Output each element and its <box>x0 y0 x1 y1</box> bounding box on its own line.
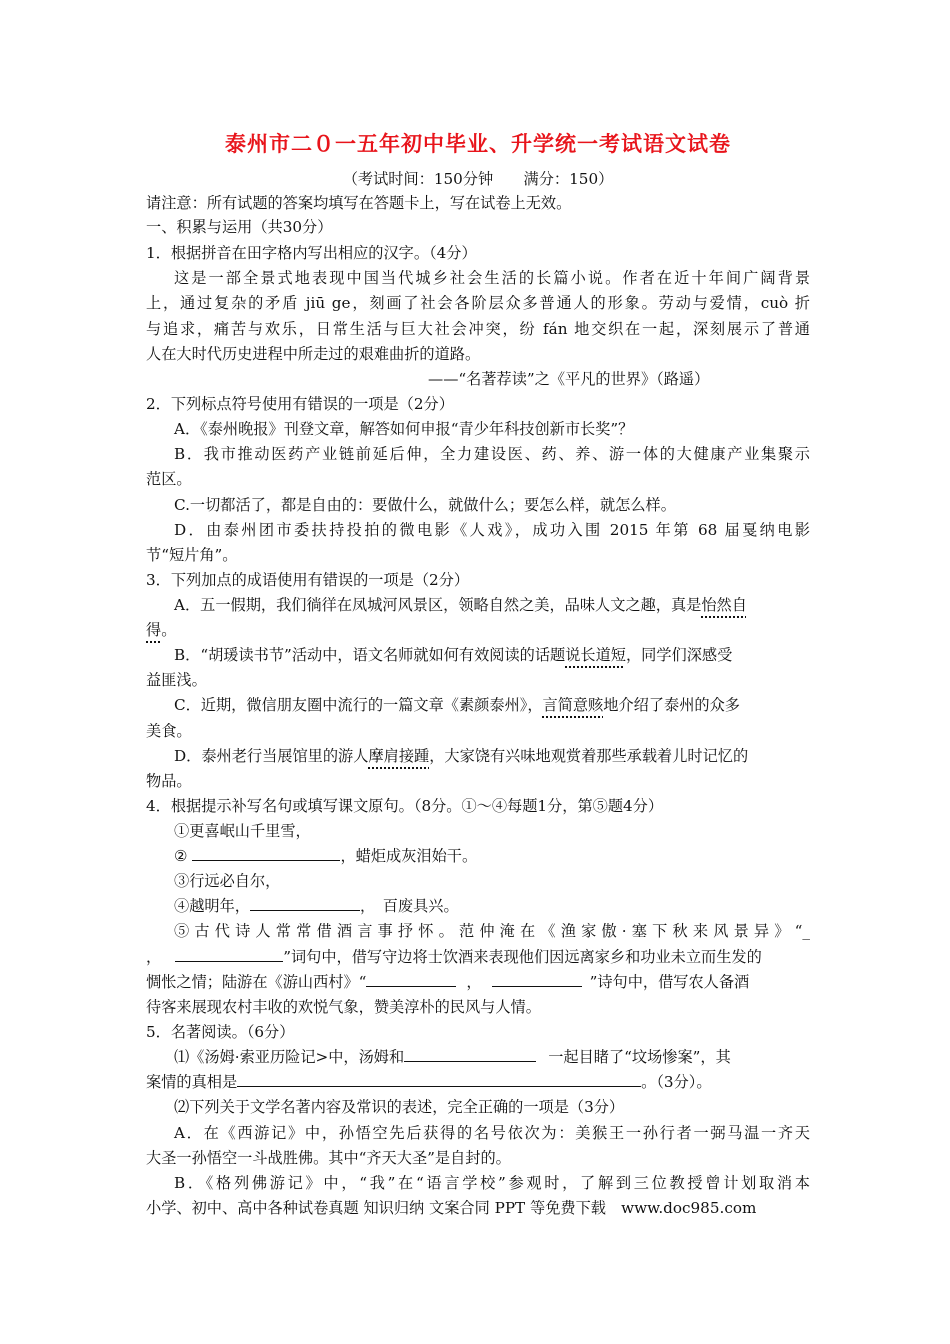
notice: 请注意：所有试题的答案均填写在答题卡上，写在试卷上无效。 <box>146 194 572 212</box>
answer-blank[interactable] <box>492 971 582 987</box>
q3-b-text: B．“胡瑗读书节”活动中，语文名师就如何有效阅读的话题 <box>174 646 566 664</box>
q3-option-a <box>174 594 747 616</box>
q4-text: ”词句中，借写守边将士饮酒来表现他们因远离家乡和功业未立而生发的 <box>283 948 762 966</box>
q4-item-1: ①更喜岷山千里雪， <box>174 822 311 840</box>
q5-text: 。（3分）。 <box>641 1073 712 1091</box>
q4-text: ”诗句中，借写农人备酒 <box>589 973 750 991</box>
q3-c-text: C．近期，微信朋友圈中流行的一篇文章《素颜泰州》， <box>174 696 543 714</box>
q3-option-a-cont <box>146 619 176 641</box>
q3-option-b <box>174 644 732 666</box>
q4-item-5-cont <box>146 971 749 993</box>
q5-text: 案情的真相是 <box>146 1073 238 1091</box>
q5-stem: 5．名著阅读。（6分） <box>146 1023 295 1041</box>
dotted-chars: 摩肩接踵 <box>368 747 430 765</box>
q3-c-text: 地介绍了泰州的众多 <box>603 696 740 714</box>
q1-passage-line: 人在大时代历史进程中所走过的艰难曲折的道路。 <box>146 345 481 363</box>
answer-blank[interactable] <box>250 895 360 911</box>
q4-text: ， 百废具兴。 <box>359 897 459 915</box>
q2-option-b: B．我市推动医药产业链前延后伸，全力建设医、药、养、游一体的大健康产业集聚示 <box>174 445 810 463</box>
q4-text: 惆怅之情；陆游在《游山西村》“ <box>146 973 367 991</box>
answer-blank[interactable] <box>404 1046 536 1062</box>
q1-source: ——“名著荐读”之《平凡的世界》（路遥） <box>428 370 710 388</box>
q4-text: ④越明年， <box>174 897 250 915</box>
q4-item-5: ⑤古代诗人常常借酒言事抒怀。范仲淹在《渔家傲·塞下秋来风景异》“_ <box>174 922 810 940</box>
q2-option-d-cont: 节“短片角”。 <box>146 546 238 564</box>
q3-option-b-cont: 益匪浅。 <box>146 671 207 689</box>
answer-blank[interactable] <box>192 845 340 861</box>
q5-text: 一起目睹了“坟场惨案”，其 <box>548 1048 731 1066</box>
dotted-idiom <box>701 596 747 614</box>
q2-stem: 2．下列标点符号使用有错误的一项是（2分） <box>146 395 454 413</box>
q5-option-a: A．在《西游记》中，孙悟空先后获得的名号依次为：美猴王一孙行者一弼马温一齐天 <box>174 1124 810 1142</box>
q3-option-d <box>174 745 748 767</box>
q4-item-5-cont: 待客来展现农村丰收的欢悦气象，赞美淳朴的民风与人情。 <box>146 998 541 1016</box>
q4-item-3: ③行远必自尔， <box>174 872 281 890</box>
q5-text: ⑴《汤姆·索亚历险记>中，汤姆和 <box>174 1048 405 1066</box>
q2-option-b-cont: 范区。 <box>146 470 192 488</box>
q5-sub-1 <box>174 1046 731 1068</box>
section-heading: 一、积累与运用（共30分） <box>146 218 333 236</box>
q2-option-a: A．《泰州晚报》刊登文章，解答如何申报“青少年科技创新市长奖”？ <box>174 420 634 438</box>
dotted-chars: 说长道短 <box>565 646 626 664</box>
answer-blank[interactable] <box>237 1071 641 1087</box>
q4-item-5-cont <box>146 946 762 968</box>
q5-sub-1-cont <box>146 1071 712 1093</box>
q4-text: ， <box>466 973 482 991</box>
q5-option-b: B．《格列佛游记》中，“我”在“语言学校”参观时，了解到三位教授曾计划取消本 <box>174 1174 810 1192</box>
q4-item-2 <box>174 845 477 867</box>
q3-b-text: ，同学们深感受 <box>625 646 733 664</box>
q1-stem: 1．根据拼音在田字格内写出相应的汉字。（4分） <box>146 244 477 262</box>
q3-d-text: D．泰州老行当展馆里的游人 <box>174 747 369 765</box>
exam-info: （考试时间：150分钟 满分：150） <box>342 170 614 188</box>
q2-option-d: D．由泰州团市委扶持投拍的微电影《人戏》，成功入围 2015 年第 68 届戛纳电影 <box>174 521 810 539</box>
q1-passage-line: 上，通过复杂的矛盾 jiū ge，刻画了社会各阶层众多普通人的形象。劳动与爱情，cuò 折 <box>146 294 810 312</box>
q4-text: ② <box>174 847 188 865</box>
q5-option-a-cont: 大圣一孙悟空一斗战胜佛。其中“齐天大圣”是自封的。 <box>146 1149 511 1167</box>
q3-stem: 3．下列加点的成语使用有错误的一项是（2分） <box>146 571 470 589</box>
q3-option-c <box>174 694 740 716</box>
q3-option-d-cont: 物品。 <box>146 772 192 790</box>
q4-text: ，蜡炬成灰泪始干。 <box>340 847 478 865</box>
q2-option-c: C.一切都活了，都是自由的：要做什么，就做什么；要怎么样，就怎么样。 <box>174 496 676 514</box>
q5-sub-2: ⑵下列关于文学名著内容及常识的表述，完全正确的一项是（3分） <box>174 1098 625 1116</box>
q4-item-4 <box>174 895 459 917</box>
answer-blank[interactable] <box>366 971 456 987</box>
q4-text: ， <box>146 948 162 966</box>
q1-passage-line: 与追求，痛苦与欢乐，日常生活与巨大社会冲突，纷 fán 地交织在一起，深刻展示了普通 <box>146 320 810 338</box>
q3-a-text: 。 <box>161 621 177 639</box>
answer-blank[interactable] <box>175 946 283 962</box>
q3-option-c-cont: 美食。 <box>146 722 192 740</box>
q1-passage-line: 这是一部全景式地表现中国当代城乡社会生活的长篇小说。作者在近十年间广阔背景 <box>174 269 810 287</box>
page-title: 泰州市二０一五年初中毕业、升学统一考试语文试卷 <box>225 132 731 156</box>
q3-d-text: ，大家饶有兴味地观赏着那些承载着儿时记忆的 <box>429 747 749 765</box>
q3-a-text: A．五一假期，我们徜徉在凤城河风景区，领略自然之美，品味人文之趣，真是 <box>174 596 702 614</box>
footer-note: 小学、初中、高中各种试卷真题 知识归纳 文案合同 PPT 等免费下载 www.doc985.com <box>146 1199 757 1217</box>
dotted-chars: 怡然自 <box>701 596 747 614</box>
dotted-chars: 得 <box>146 621 162 639</box>
dotted-chars: 言简意赅 <box>542 696 604 714</box>
q4-stem: 4．根据提示补写名句或填写课文原句。（8分。①～④每题1分，第⑤题4分） <box>146 797 664 815</box>
